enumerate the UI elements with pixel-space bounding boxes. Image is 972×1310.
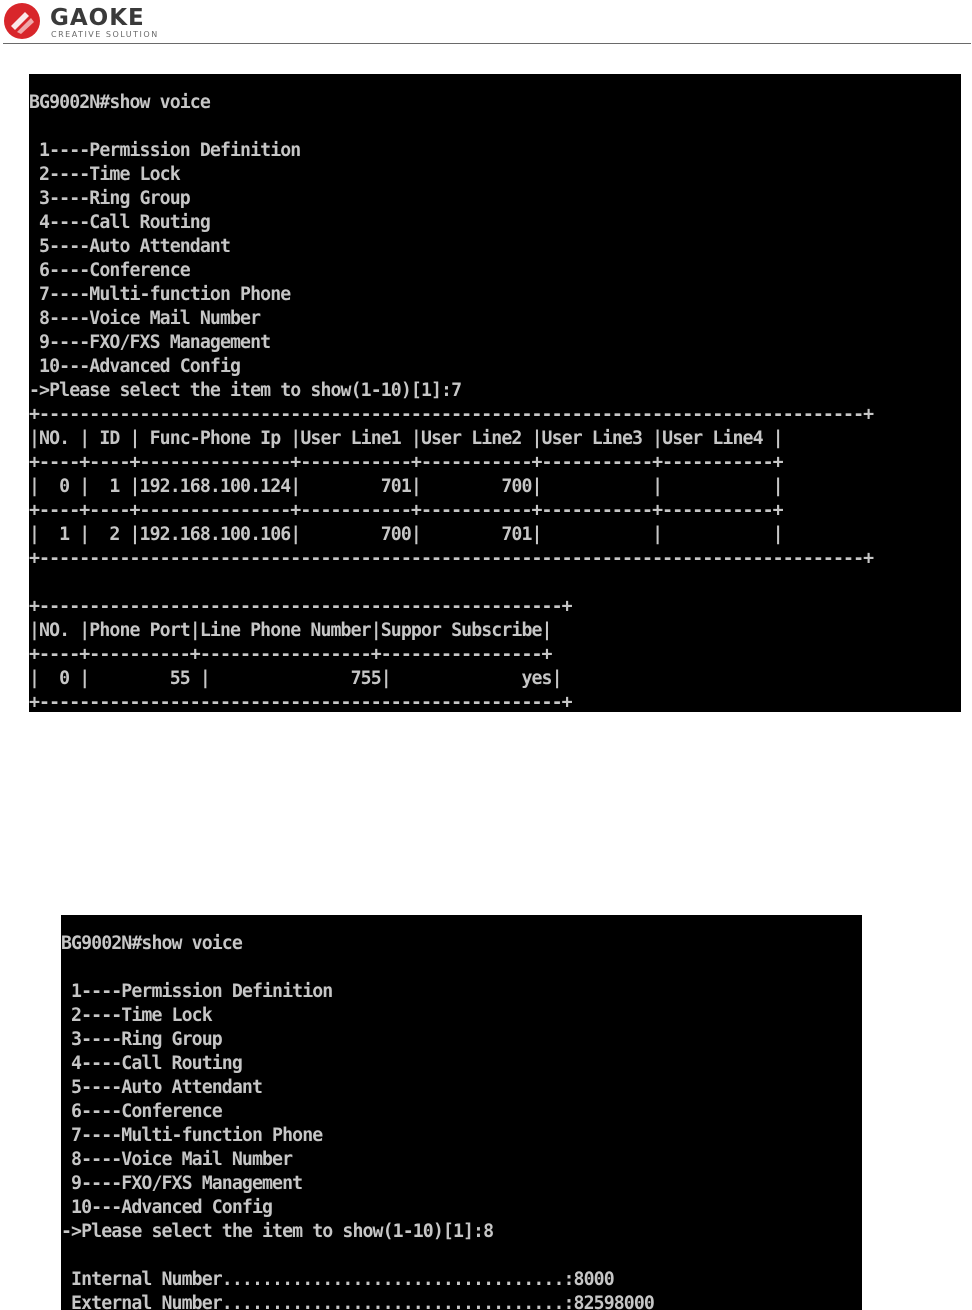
terminal-line: +----------------------------------------------------------------------------------+ [29,404,874,425]
terminal-line: 10---Advanced Config [29,356,241,377]
terminal-line: +----------------------------------------------------------------------------------+ [29,548,874,569]
terminal-line: ->Please select the item to show(1-10)[1]:7 [29,380,462,401]
terminal-line: 8----Voice Mail Number [61,1149,293,1170]
document-header [0,0,972,44]
terminal-line [61,956,654,980]
terminal-line: 1----Permission Definition [29,140,301,161]
terminal-line: 1----Permission Definition [61,981,333,1002]
terminal-line: BG9002N#show voice [29,92,210,113]
terminal-line: 6----Conference [29,260,190,281]
terminal-line: 3----Ring Group [29,188,190,209]
terminal-line: 7----Multi-function Phone [61,1125,323,1146]
terminal-line: +----------------------------------------------------+ [29,692,572,712]
terminal-line: ->Please select the item to show(1-10)[1]:8 [61,1221,494,1242]
terminal-line: +----+----+---------------+-----------+-----------+-----------+-----------+ [29,452,783,473]
terminal-line: BG9002N#show voice [61,933,242,954]
terminal-line: | 1 | 2 |192.168.100.106| 700| 701| | | [29,524,783,545]
terminal-line: 6----Conference [61,1101,222,1122]
terminal-line: 5----Auto Attendant [61,1077,262,1098]
terminal-line: +----+----+---------------+-----------+-----------+-----------+-----------+ [29,500,783,521]
terminal-line: 8----Voice Mail Number [29,308,261,329]
terminal-line: External Number..................................:82598000 [61,1293,654,1310]
terminal-line: +----+----------+-----------------+----------------+ [29,644,552,665]
logo-subtitle: CREATIVE SOLUTION [51,30,159,39]
terminal-line: 2----Time Lock [29,164,180,185]
terminal-line: Internal Number..................................:8000 [61,1269,614,1290]
terminal-line: |NO. | ID | Func-Phone Ip |User Line1 |User Line2 |User Line3 |User Line4 | [29,428,783,449]
terminal-line: 4----Call Routing [29,212,210,233]
terminal-screenshot-show-voice-8 [61,915,862,1310]
terminal-line: 3----Ring Group [61,1029,222,1050]
terminal-line: 9----FXO/FXS Management [61,1173,303,1194]
terminal-line: 10---Advanced Config [61,1197,273,1218]
terminal-line: 4----Call Routing [61,1053,242,1074]
terminal-line: | 0 | 1 |192.168.100.124| 701| 700| | | [29,476,783,497]
terminal-output [29,91,873,712]
logo-wordmark: GAOKE [50,5,145,31]
header-divider [3,43,971,44]
terminal-line [61,1244,654,1268]
terminal-line: 9----FXO/FXS Management [29,332,271,353]
terminal-screenshot-show-voice-7 [29,74,961,712]
terminal-line [29,115,873,139]
terminal-line: | 0 | 55 | 755| yes| [29,668,562,689]
terminal-line: 5----Auto Attendant [29,236,230,257]
gaoke-logo-icon [3,2,41,40]
terminal-line: 2----Time Lock [61,1005,212,1026]
terminal-line: |NO. |Phone Port|Line Phone Number|Suppor Subscribe| [29,620,552,641]
terminal-output [61,932,654,1310]
terminal-line [29,571,873,595]
terminal-line: 7----Multi-function Phone [29,284,291,305]
terminal-line: +----------------------------------------------------+ [29,596,572,617]
